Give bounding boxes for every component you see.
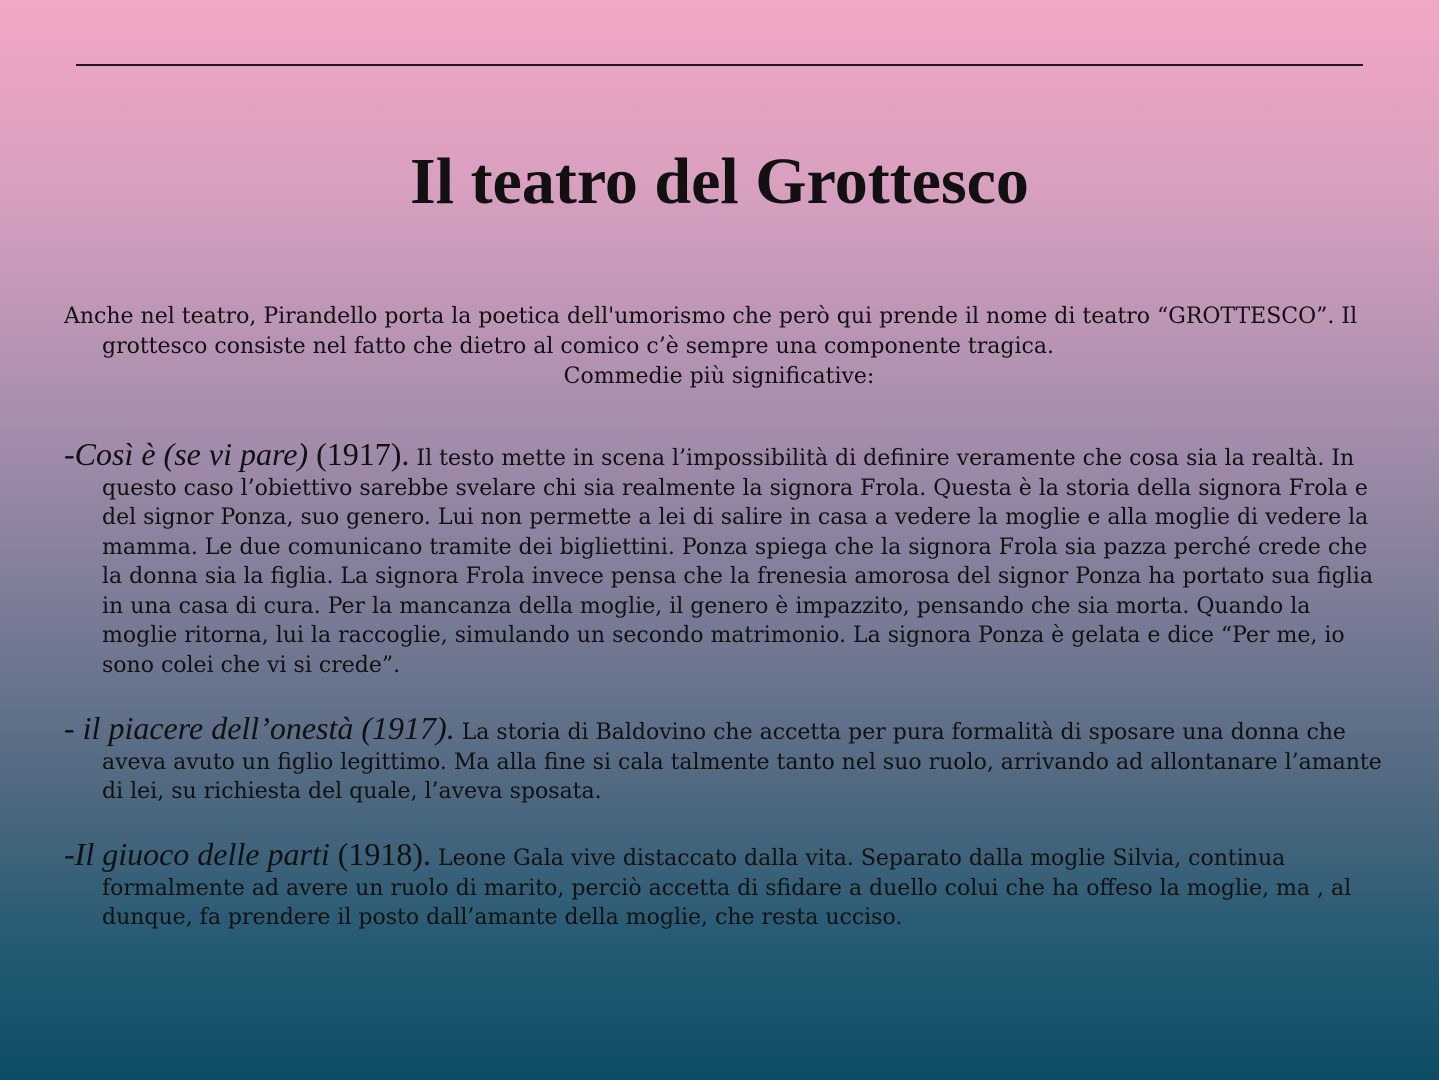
play-title: il piacere dell’onestà (1917). bbox=[82, 710, 455, 746]
entry-prefix: - bbox=[64, 436, 75, 472]
entry-prefix: - bbox=[64, 836, 75, 872]
slide-title: Il teatro del Grottesco bbox=[410, 145, 1029, 218]
top-divider-line bbox=[76, 64, 1363, 66]
play-entry-paragraph bbox=[64, 436, 1384, 680]
play-entry-piacere-onesta bbox=[64, 710, 1384, 807]
play-description: La storia di Baldovino che accetta per pura formalità di sposare una donna che aveva avuto un figlio legittimo. Ma alla fine si cala talmente tanto nel suo ruolo, arrivando ad allontanare l’amante di lei, su richiesta del quale, l’aveva sposata. bbox=[102, 720, 1382, 804]
play-entry-paragraph bbox=[64, 836, 1384, 933]
play-year: (1917). bbox=[308, 436, 410, 472]
intro-paragraph: Anche nel teatro, Pirandello porta la poetica dell'umorismo che però qui prende il nome di teatro “GROTTESCO”. Il grottesco consiste nel fatto che dietro al comico c’è sempre una componente tragica. bbox=[64, 304, 1358, 359]
play-entry-paragraph bbox=[64, 710, 1384, 807]
intro-subheading: Commedie più significative: bbox=[563, 364, 875, 389]
play-year: (1918). bbox=[329, 836, 432, 872]
entry-prefix: - bbox=[64, 710, 83, 746]
intro-block bbox=[64, 302, 1374, 392]
play-description: Leone Gala vive distaccato dalla vita. Separato dalla moglie Silvia, continua formalmente ad avere un ruolo di marito, perciò accetta di sfidare a duello colui che ha offeso la moglie, ma , al dunque, fa prendere il posto dall’amante della moglie, che resta ucciso. bbox=[102, 846, 1352, 930]
play-title: Il giuoco delle parti bbox=[74, 836, 330, 872]
play-description: Il testo mette in scena l’impossibilità di definire veramente che cosa sia la realtà. In questo caso l’obiettivo sarebbe svelare chi sia realmente la signora Frola. Questa è la storia della signora Frola e del signor Ponza, suo genero. Lui non permette a lei di salire in casa a vedere la moglie e alla moglie di vedere la mamma. Le due comunicano tramite dei bigliettini. Ponza spiega che la signora Frola sia pazza perché crede che la donna sia la figlia. La signora Frola invece pensa che la frenesia amorosa del signor Ponza ha portato sua figlia in una casa di cura. Per la mancanza della moglie, il genero è impazzito, pensando che sia morta. Quando la moglie ritorna, lui la raccoglie, simulando un secondo matrimonio. La signora Ponza è gelata e dice “Per me, io sono colei che vi si crede”. bbox=[102, 446, 1373, 678]
play-title: Così è (se vi pare) bbox=[74, 436, 309, 472]
play-entry-cosi-e bbox=[64, 436, 1384, 680]
play-entry-giuoco-parti bbox=[64, 836, 1384, 933]
